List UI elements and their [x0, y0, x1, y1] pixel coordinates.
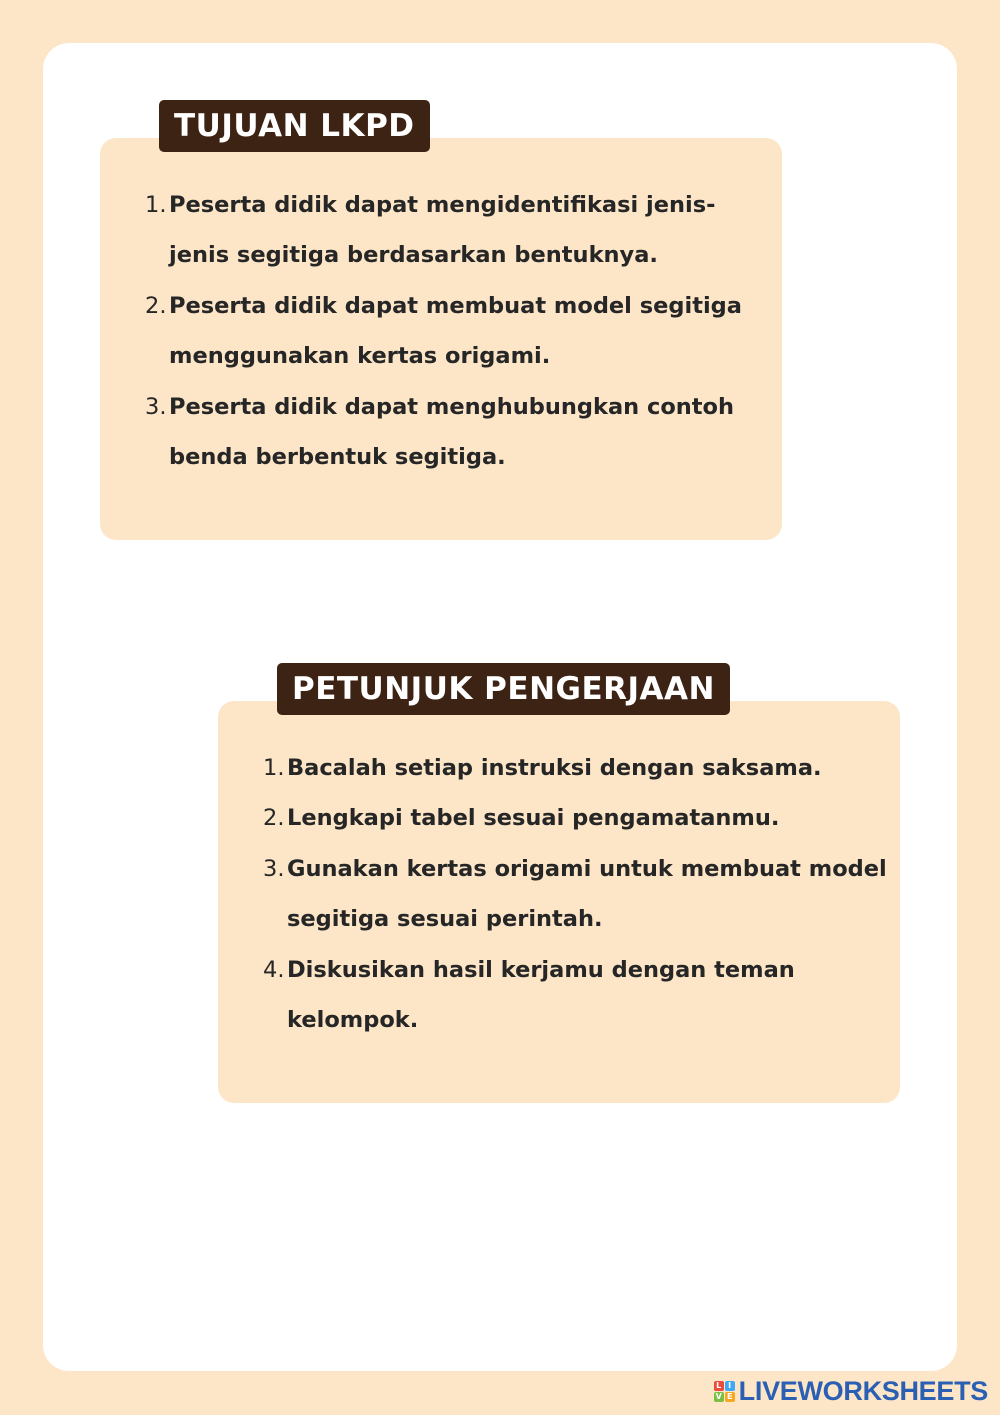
item-text: Gunakan kertas origami untuk membuat model segitiga sesuai perintah. — [287, 855, 887, 933]
liveworksheets-logo-icon — [714, 1381, 735, 1402]
logo-letter: V — [715, 1391, 722, 1401]
item-number: 4. — [263, 956, 285, 983]
item-number: 1. — [145, 192, 167, 218]
objectives-title: TUJUAN LKPD — [159, 100, 430, 152]
logo-letter: E — [725, 1392, 735, 1402]
logo-letter: L — [714, 1381, 724, 1391]
item-text: Diskusikan hasil kerjamu dengan teman kelompok. — [287, 956, 795, 1034]
item-text: Peserta didik dapat membuat model segitiga menggunakan kertas origami. — [169, 292, 742, 370]
list-item — [263, 793, 893, 843]
item-number: 3. — [145, 393, 167, 420]
item-text: Peserta didik dapat mengidentifikasi jenis-jenis segitiga berdasarkan bentuknya. — [169, 192, 716, 269]
objectives-list — [145, 180, 765, 482]
item-number: 2. — [263, 805, 285, 832]
list-item — [145, 180, 765, 281]
item-text: Bacalah setiap instruksi dengan saksama. — [287, 755, 822, 781]
instructions-title: PETUNJUK PENGERJAAN — [277, 663, 730, 715]
list-item — [263, 844, 893, 945]
list-item — [145, 281, 765, 382]
item-number: 2. — [145, 292, 167, 319]
brand-name: LIVEWORKSHEETS — [738, 1375, 988, 1406]
liveworksheets-brand[interactable] — [714, 1373, 988, 1409]
item-number: 1. — [263, 755, 285, 781]
list-item — [145, 382, 765, 483]
list-item — [263, 945, 893, 1046]
logo-letter: I — [725, 1381, 735, 1391]
instructions-list — [263, 743, 893, 1045]
list-item — [263, 743, 893, 793]
item-text: Peserta didik dapat menghubungkan contoh benda berbentuk segitiga. — [169, 393, 735, 471]
item-text: Lengkapi tabel sesuai pengamatanmu. — [287, 805, 780, 832]
item-number: 3. — [263, 855, 285, 882]
